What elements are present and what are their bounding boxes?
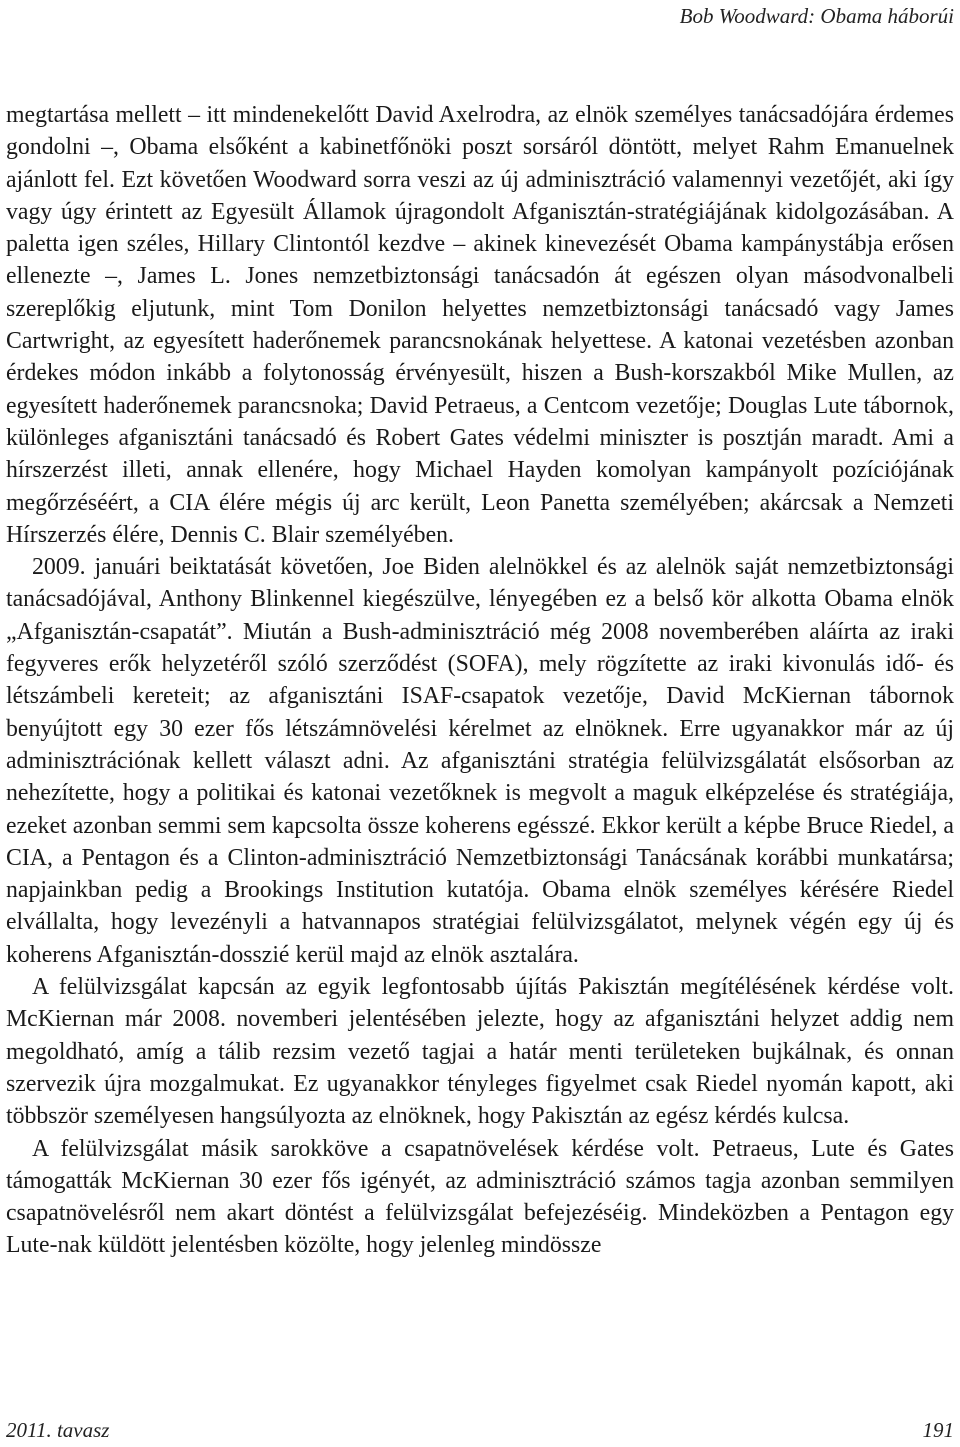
paragraph-1: megtartása mellett – itt mindenekelőtt David Axelrodra, az elnök személyes tanácsadójára érdemes gondolni –, Obama elsőként a kabinetfőnöki poszt sorsáról döntött, melyet Rahm Emanuelnek ajánlott fel. Ezt követően Woodward sorra veszi az új adminisztráció valamennyi vezetőjét, aki így vagy úgy érintett az Egyesült Államok újragondolt Afganisztán-stratégiájának kidolgozásában. A paletta igen széles, Hillary Clintontól kezdve – akinek kinevezését Obama kampánystábja erősen ellenezte –, James L. Jones nemzetbiztonsági tanácsadón át egészen olyan másodvonalbeli szereplőkig eljutunk, mint Tom Donilon helyettes nemzetbiztonsági tanácsadó vagy James Cartwright, az egyesített haderőnemek parancsnokának helyettese. A katonai vezetésben azonban érdekes módon inkább a folytonosság érvényesült, hiszen a Bush-korszakból Mike Mullen, az egyesített haderőnemek parancsnoka; David Petraeus, a Centcom vezetője; Douglas Lute tábornok, különleges afganisztáni tanácsadó és Robert Gates védelmi miniszter is posztján maradt. Ami a hírszerzést illeti, annak ellenére, hogy Michael Hayden komolyan kampányolt pozíciójának megőrzéséért, a CIA élére mégis új arc került, Leon Panetta személyében; akárcsak a Nemzeti Hírszerzés élére, Dennis C. Blair személyében.: [6, 102, 954, 548]
running-header-title: Bob Woodward: Obama háborúi: [679, 4, 954, 28]
paragraph-3: A felülvizsgálat kapcsán az egyik legfontosabb újítás Pakisztán megítélésének kérdése volt. McKiernan már 2008. novemberi jelentésében jelezte, hogy az afganisztáni helyzet addig nem megoldható, amíg a tálib rezsim vezető tagjai a határ menti területeken bujkálnak, és onnan szervezik újra mozgalmukat. Ez ugyanakkor tényleges figyelmet csak Riedel nyomán kapott, aki többször személyesen hangsúlyozta az elnöknek, hogy Pakisztán az egész kérdés kulcsa.: [6, 974, 954, 1130]
page-number: 191: [922, 1418, 954, 1442]
issue-label: 2011. tavasz: [6, 1418, 110, 1442]
paragraph-4: A felülvizsgálat másik sarokköve a csapatnövelések kérdése volt. Petraeus, Lute és Gates támogatták McKiernan 30 ezer fős igényét, az adminisztráció számos tagja azonban semmilyen csapatnövelésről nem akart döntést a felülvizsgálat befejezéséig. Mindeközben a Pentagon egy Lute-nak küldött jelentésben közölte, hogy jelenleg mindössze: [6, 1135, 954, 1259]
article-body: [6, 99, 954, 1262]
paragraph-2: 2009. januári beiktatását követően, Joe Biden alelnökkel és az alelnök saját nemzetbiztonsági tanácsadójával, Anthony Blinkennel kiegészülve, lényegében ez a belső kör alkotta Obama elnök „Afganisztán-csapatát”. Miután a Bush-adminisztráció még 2008 novemberében aláírta az iraki fegyveres erők helyzetéről szóló szerződést (SOFA), mely rögzítette az iraki kivonulás idő- és létszámbeli kereteit; az afganisztáni ISAF-csapatok vezetője, David McKiernan tábornok benyújtott egy 30 ezer fős létszámnövelési kérelmet az elnöknek. Erre ugyanakkor már az új adminisztrációnak kellett választ adni. Az afganisztáni stratégia felülvizsgálatát elsősorban az nehezítette, hogy a politikai és katonai vezetőknek is megvolt a maguk elképzelése és stratégiája, ezeket azonban semmi sem kapcsolta össze koherens egésszé. Ekkor került a képbe Bruce Riedel, a CIA, a Pentagon és a Clinton-adminisztráció Nemzetbiztonsági Tanácsának korábbi munkatársa; napjainkban pedig a Brookings Institution kutatója. Obama elnök személyes kérésére Riedel elvállalta, hogy levezényli a hatvannapos stratégiai felülvizsgálatot, melynek végén egy új és koherens Afganisztán-dosszié kerül majd az elnök asztalára.: [6, 554, 954, 968]
